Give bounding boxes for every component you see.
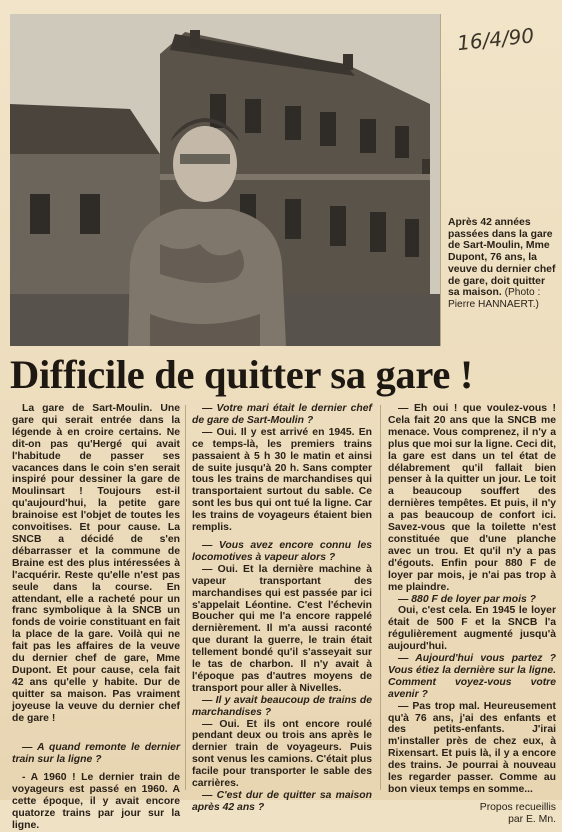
answer-1: - A 1960 ! Le dernier train de voyageurs est passé en 1960. A cette époque, il y avait encore quatorze trains par jour sur la ligne. xyxy=(12,772,180,831)
column-divider-2 xyxy=(380,405,381,790)
photo-caption xyxy=(448,217,558,311)
answer-7: — Pas trop mal. Heureusement qu'à 76 ans, j'ai des enfants et des petits-enfants. J'irai m'installer près de chez eux, à Rixensart. Et puis là, il y a encore des trains. Je pourrai à nouveau les regarder passer. Comme au bon vieux temps en somme... xyxy=(388,700,556,795)
photo-illustration xyxy=(10,14,440,346)
station-photo xyxy=(10,14,441,346)
question-5: — C'est dur de quitter sa maison après 42 ans ? xyxy=(192,790,372,813)
answer-5: — Eh oui ! que voulez-vous ! Cela fait 20 ans que la SNCB me menace. Vous comprenez, il n'y a plus que moi sur la ligne. Ceci dit, la gare est dans un tel état de délabrement qu'il fallait bien penser à la quitter un jour. Le toit a beaucoup souffert des dernières tempêtes. Et puis, il n'y a pas beaucoup de confort ici. Savez-vous que la toilette n'est constituée que d'une planche avec un trou. Et qu'il n'y a pas d'égouts. Enfin pour 880 F de loyer par mois, je n'ai pas trop à me plaindre. xyxy=(388,403,557,593)
question-4: — Il y avait beaucoup de trains de marchandises ? xyxy=(192,694,372,718)
answer-3: — Oui. Et la dernière machine à vapeur transportant des marchandises qui est passée par ici s'appelait Léontine. C'est l'échevin Boucher qui me l'a encore rappelé dernièrement. Il m'a aussi raconté que durant la guerre, le train était tellement bondé qu'il s'asseyait sur le tas de charbon. Il n'y avait à l'époque pas d'autres moyens de transport pour aller à Nivelles. xyxy=(192,563,372,694)
question-7: — Aujourd'hui vous partez ? Vous étiez la dernière sur la ligne. Comment voyez-vous votre avenir ? xyxy=(388,653,556,700)
question-6: — 880 F de loyer par mois ? xyxy=(398,593,537,605)
article-headline: Difficile de quitter sa gare ! xyxy=(10,352,474,397)
answer-6: Oui, c'est cela. En 1945 le loyer était de 500 F et la SNCB l'a régulièrement augmenté jusqu'à aujourd'hui. xyxy=(388,605,556,653)
handwritten-date: 16/4/90 xyxy=(456,23,536,56)
answer-4: — Oui. Et ils ont encore roulé pendant deux ou trois ans après le dernier train de voyageurs. Puis sont venus les camions. C'était plus facile pour transporter le sable des carrières. xyxy=(192,718,372,790)
answer-2: — Oui. Il y est arrivé en 1945. En ce temps-là, les premiers trains passaient à 5 h 30 le matin et ainsi de suite jusqu'à 20 h. Sans compter tous les trains de marchandises qui transportaient surtout du sable. Ce sont les bus qui ont tué la ligne. Car les trains de voyageurs étaient bien remplis. xyxy=(192,426,372,534)
column-divider-1 xyxy=(185,405,186,790)
article-column-3 xyxy=(388,403,557,825)
article-column-1 xyxy=(12,403,180,831)
photo-credit: (Photo : Pierre HANNAERT.) xyxy=(448,287,541,310)
signature-line-1: Propos recueillis xyxy=(479,801,556,813)
signature-line-2: par E. Mn. xyxy=(508,813,556,825)
question-1: — A quand remonte le dernier train sur la ligne ? xyxy=(12,742,180,766)
question-2: — Votre mari était le dernier chef de gare de Sart-Moulin ? xyxy=(192,403,372,426)
intro-paragraph: La gare de Sart-Moulin. Une gare qui serait entrée dans la légende à en croire certains. Ne dit-on pas qu'Hergé qui avait l'habitude de passer ses vacances dans le coin s'en serait inspiré pour dessiner la gare de Moulinsart ! Toujours est-il qu'aujourd'hui, la petite gare brainoise est l'objet de toutes les convoitises. Et pour cause. La SNCB a décidé de s'en débarrasser et la commune de Braine est des plus intéressées à l'acquérir. Reste qu'elle n'est pas seule dans la course. En attendant, elle a racheté pour un franc symbolique à la SNCB un fonds de voirie constituant en fait la place de la gare. Voilà qui ne fait pas les affaires de la veuve du dernier chef de gare, Mme Dupont. Et pour cause, cela fait 42 ans qu'elle y habite. Dur de quitter sa maison. Pas vraiment joyeuse la veuve du dernier chef de gare ! xyxy=(12,403,180,724)
article-column-2 xyxy=(192,403,372,813)
question-3: — Vous avez encore connu les locomotives à vapeur alors ? xyxy=(192,539,372,563)
caption-text: Après 42 années passées dans la gare de Sart-Moulin, Mme Dupont, 76 ans, la veuve du dernier chef de gare, doit quitter sa maison. xyxy=(448,217,556,299)
